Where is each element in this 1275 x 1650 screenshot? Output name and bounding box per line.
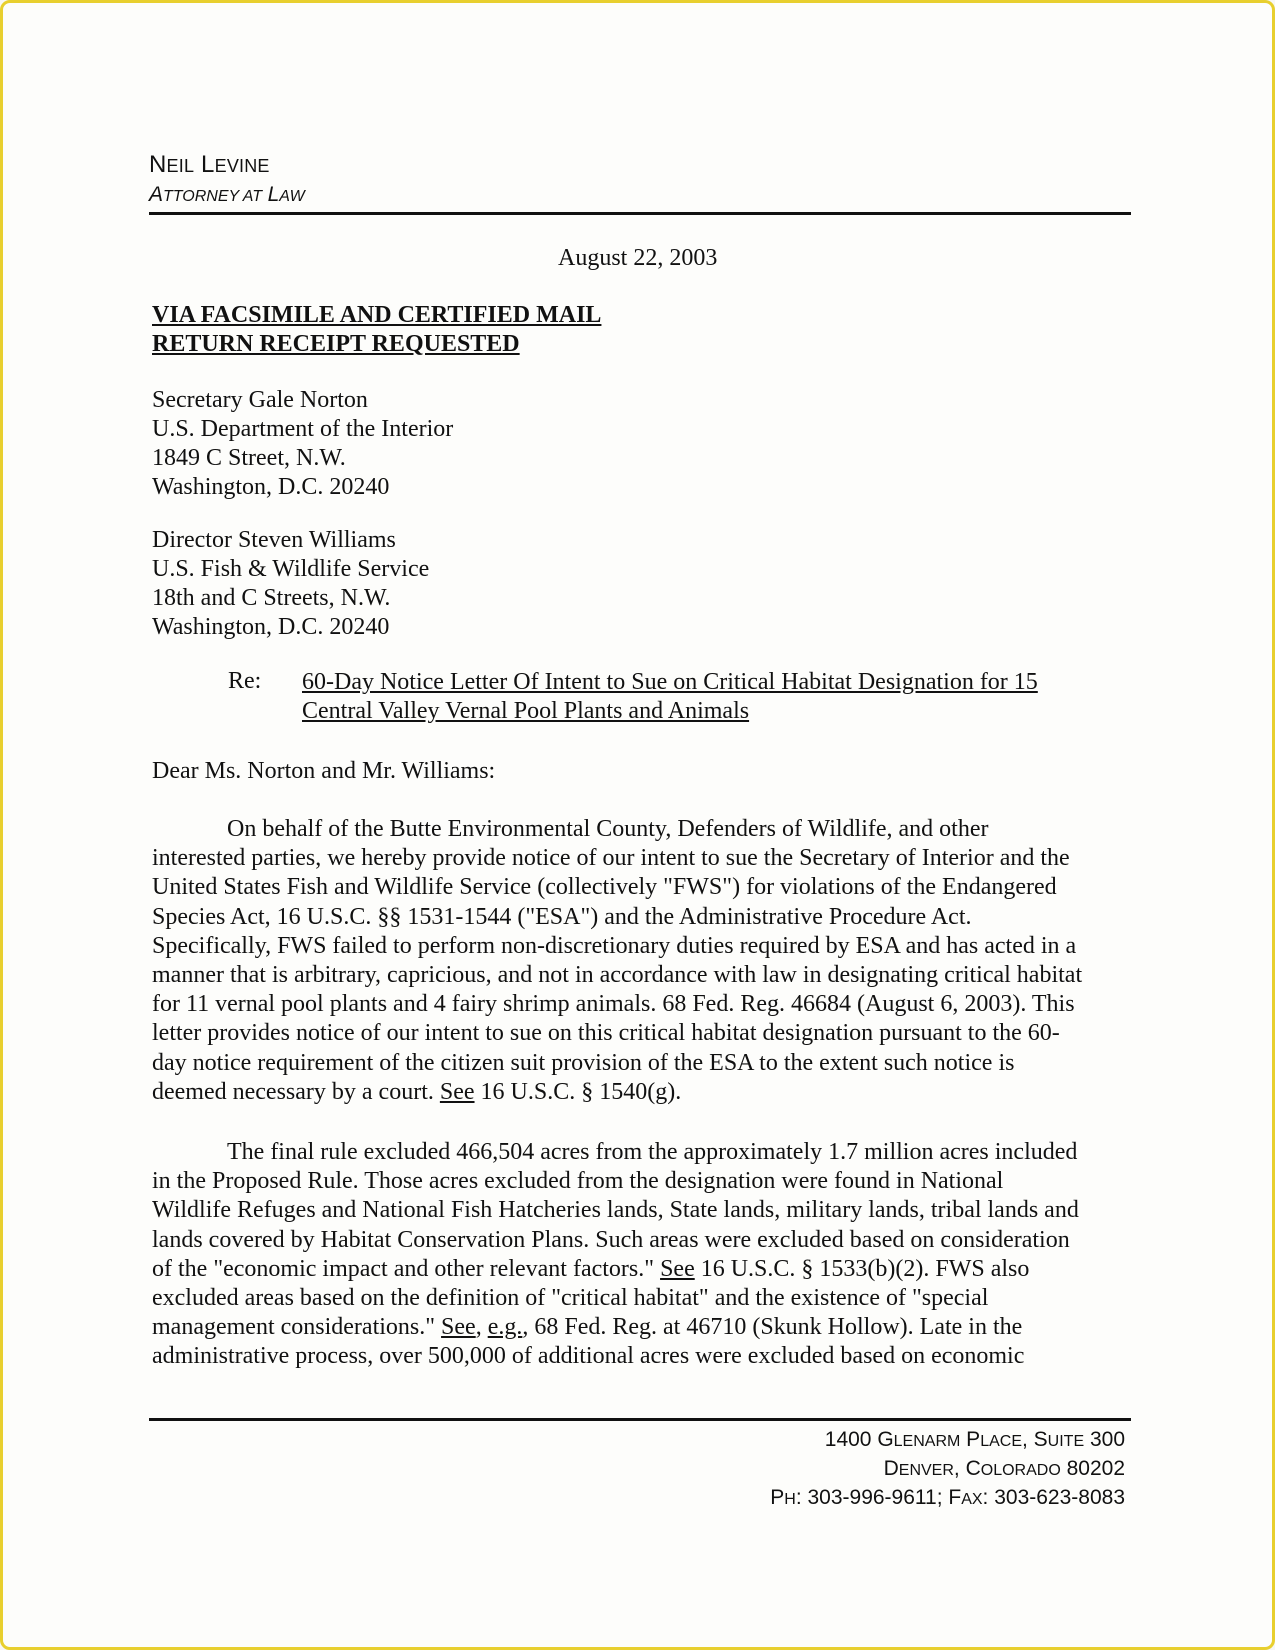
address-line: U.S. Fish & Wildlife Service bbox=[152, 556, 430, 582]
address-line: U.S. Department of the Interior bbox=[152, 416, 454, 442]
footer-street: 1400 GLENARM PLACE, SUITE 300 bbox=[824, 1428, 1125, 1451]
attorney-name: NEIL LEVINE bbox=[149, 151, 270, 178]
re-subject bbox=[302, 668, 1038, 726]
body-paragraph-1 bbox=[152, 815, 1082, 1107]
paragraph-line: management considerations." See, e.g., 68 Fed. Reg. at 46710 (Skunk Hollow). Late in the bbox=[152, 1314, 1023, 1341]
citation-signal: See bbox=[439, 1078, 475, 1105]
re-subject-line-2: Central Valley Vernal Pool Plants and Animals bbox=[302, 698, 750, 724]
re-subject-line-1: 60-Day Notice Letter Of Intent to Sue on Critical Habitat Designation for 15 bbox=[302, 669, 1038, 695]
delivery-line-1: VIA FACSIMILE AND CERTIFIED MAIL bbox=[152, 302, 602, 328]
paragraph-line: administrative process, over 500,000 of additional acres were excluded based on economic bbox=[152, 1343, 1025, 1370]
paragraph-line: Wildlife Refuges and National Fish Hatcheries lands, State lands, military lands, tribal lands and bbox=[152, 1197, 1079, 1224]
paragraph-line: On behalf of the Butte Environmental County, Defenders of Wildlife, and other bbox=[227, 816, 989, 842]
recipient-address-2 bbox=[152, 526, 429, 642]
salutation: Dear Ms. Norton and Mr. Williams: bbox=[152, 758, 496, 784]
paragraph-line: of the "economic impact and other relevant factors." See 16 U.S.C. § 1533(b)(2). FWS also bbox=[152, 1255, 1030, 1282]
address-line: Washington, D.C. 20240 bbox=[152, 474, 390, 500]
paragraph-line: lands covered by Habitat Conservation Plans. Such areas were excluded based on consideration bbox=[152, 1226, 1070, 1253]
paragraph-line: deemed necessary by a court. See 16 U.S.C. § 1540(g). bbox=[152, 1078, 682, 1105]
body-paragraph-2 bbox=[152, 1138, 1079, 1372]
paragraph-line: The final rule excluded 466,504 acres from the approximately 1.7 million acres included bbox=[227, 1139, 1078, 1165]
paragraph-line: manner that is arbitrary, capricious, and not in accordance with law in designating critical habitat bbox=[152, 962, 1083, 989]
delivery-method bbox=[152, 301, 601, 359]
paragraph-line: Species Act, 16 U.S.C. §§ 1531-1544 ("ESA") and the Administrative Procedure Act. bbox=[152, 903, 972, 930]
address-line: Director Steven Williams bbox=[152, 527, 396, 553]
address-line: 18th and C Streets, N.W. bbox=[152, 585, 391, 611]
paragraph-line: excluded areas based on the definition of "critical habitat" and the existence of "special bbox=[152, 1285, 989, 1312]
paragraph-line: interested parties, we hereby provide notice of our intent to sue the Secretary of Interior and the bbox=[152, 845, 1070, 872]
paragraph-line: for 11 vernal pool plants and 4 fairy shrimp animals. 68 Fed. Reg. 46684 (August 6, 2003). This bbox=[152, 991, 1075, 1018]
re-label: Re: bbox=[228, 668, 262, 694]
citation-signal: See bbox=[441, 1314, 476, 1341]
citation-signal: See bbox=[660, 1255, 695, 1282]
delivery-line-2: RETURN RECEIPT REQUESTED bbox=[152, 331, 520, 357]
footer-city: DENVER, COLORADO 80202 bbox=[883, 1457, 1125, 1480]
letter-date: August 22, 2003 bbox=[558, 245, 718, 271]
address-line: Washington, D.C. 20240 bbox=[152, 614, 390, 640]
attorney-title: ATTORNEY AT LAW bbox=[149, 183, 305, 206]
paragraph-line: Specifically, FWS failed to perform non-discretionary duties required by ESA and has acted in a bbox=[152, 932, 1077, 959]
letterhead-divider bbox=[149, 212, 1131, 215]
recipient-address-1 bbox=[152, 386, 453, 502]
paragraph-line: letter provides notice of our intent to sue on this critical habitat designation pursuant to the 60- bbox=[152, 1020, 1060, 1047]
paragraph-line: United States Fish and Wildlife Service (collectively "FWS") for violations of the Endangered bbox=[152, 874, 1057, 901]
citation-signal: e.g. bbox=[487, 1314, 523, 1341]
footer-divider bbox=[149, 1418, 1131, 1421]
paragraph-line: in the Proposed Rule. Those acres excluded from the designation were found in National bbox=[152, 1168, 1004, 1195]
footer-phone-fax: PH: 303-996-9611; FAX: 303-623-8083 bbox=[770, 1486, 1125, 1509]
paragraph-line: day notice requirement of the citizen suit provision of the ESA to the extent such notice is bbox=[152, 1049, 1015, 1076]
footer-address bbox=[770, 1426, 1125, 1513]
address-line: Secretary Gale Norton bbox=[152, 387, 368, 413]
address-line: 1849 C Street, N.W. bbox=[152, 445, 346, 471]
